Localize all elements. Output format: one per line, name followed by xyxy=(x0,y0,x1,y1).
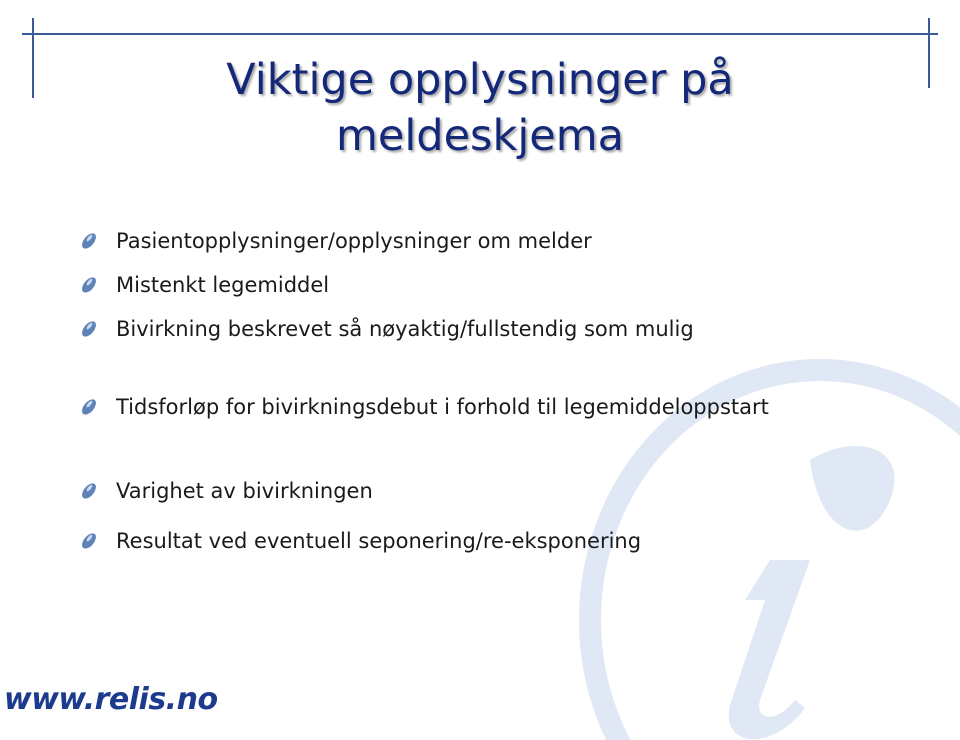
frame-right-line xyxy=(928,18,930,88)
bullet-oval-icon xyxy=(78,396,100,418)
bullet-text: Resultat ved eventuell seponering/re-eksponering xyxy=(116,529,642,553)
bullet-oval-icon xyxy=(78,480,100,502)
bullet-oval-icon xyxy=(78,274,100,296)
footer-url: www.relis.no xyxy=(4,682,218,717)
bullet-item xyxy=(78,272,798,299)
bullet-text: Mistenkt legemiddel xyxy=(116,273,330,297)
frame-top-line xyxy=(22,33,938,35)
bullet-text: Varighet av bivirkningen xyxy=(116,479,373,503)
bullet-text: Bivirkning beskrevet så nøyaktig/fullstendig som mulig xyxy=(116,317,694,341)
bullet-item xyxy=(78,478,798,505)
bullet-text: Pasientopplysninger/opplysninger om melder xyxy=(116,229,592,253)
bullet-oval-icon xyxy=(78,318,100,340)
frame-left-line xyxy=(32,18,34,98)
bullet-text: Tidsforløp for bivirkningsdebut i forhold til legemiddeloppstart xyxy=(116,395,769,419)
slide-title: Viktige opplysninger på meldeskjema xyxy=(226,55,734,161)
bullet-item xyxy=(78,316,798,343)
bullet-item xyxy=(78,228,798,255)
bullet-item xyxy=(78,394,798,421)
bullet-oval-icon xyxy=(78,230,100,252)
bullet-oval-icon xyxy=(78,530,100,552)
bullet-item xyxy=(78,528,798,555)
